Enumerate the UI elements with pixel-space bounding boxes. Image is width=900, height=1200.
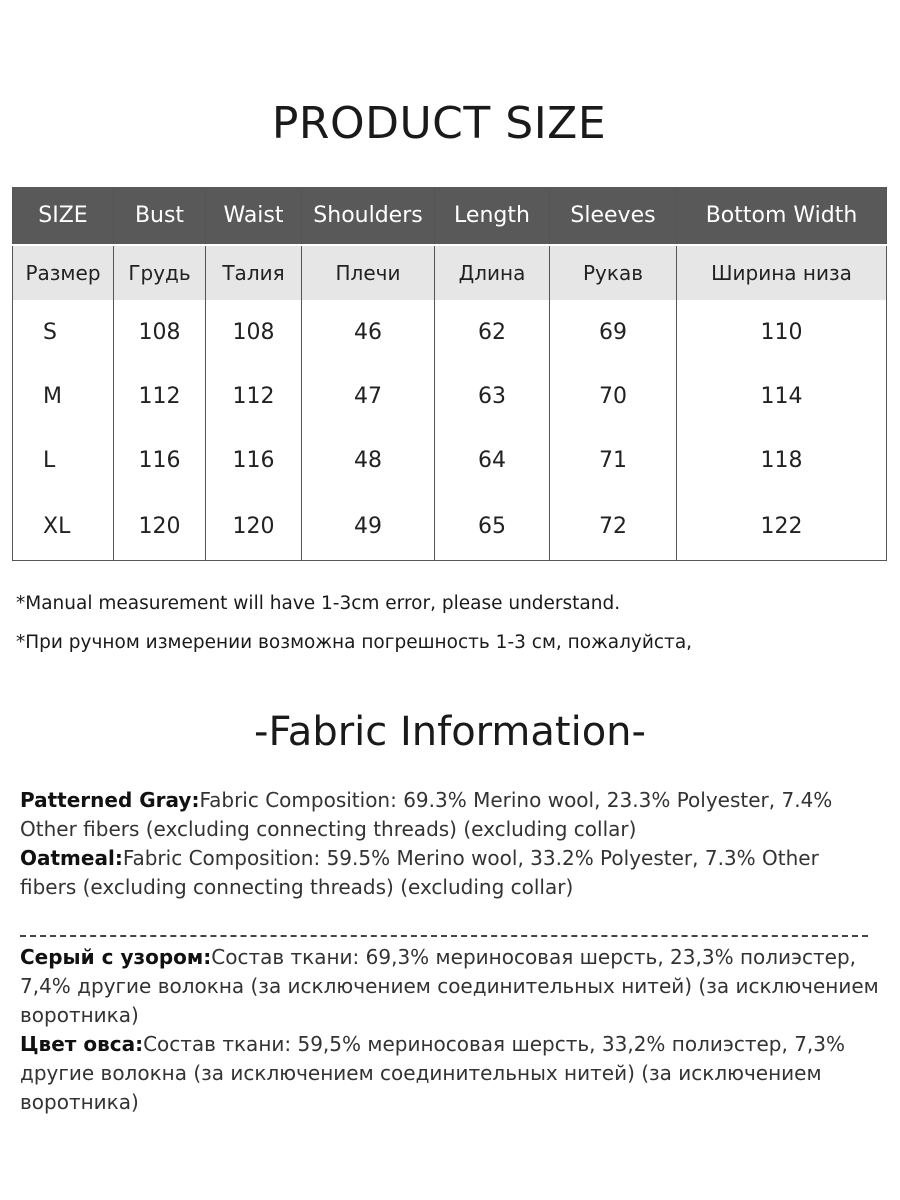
table-cell: 65 [435, 492, 550, 561]
note-en: *Manual measurement will have 1-3cm error, please understand. [16, 593, 621, 614]
dashed-divider [20, 935, 868, 937]
header-ru-waist: Талия [206, 245, 302, 300]
header-waist: Waist [206, 187, 302, 245]
table-cell: 47 [302, 364, 435, 428]
table-cell: 71 [550, 428, 677, 492]
fabric-item [20, 943, 880, 1030]
header-size: SIZE [13, 187, 114, 245]
table-cell: 116 [114, 428, 206, 492]
page-title: PRODUCT SIZE [271, 98, 607, 149]
measurement-notes [16, 584, 692, 662]
table-cell: 114 [677, 364, 887, 428]
fabric-text: Состав ткани: 59,5% мериносовая шерсть, 33,2% полиэстер, 7,3% другие волокна (за исключением соединительных нитей) (за исключением воротника) [20, 1032, 846, 1114]
table-cell: 49 [302, 492, 435, 561]
table-cell: 64 [435, 428, 550, 492]
fabric-info-ru [20, 943, 880, 1117]
table-cell: 112 [114, 364, 206, 428]
header-ru-bust: Грудь [114, 245, 206, 300]
table-cell: 46 [302, 300, 435, 364]
table-cell: 108 [206, 300, 302, 364]
header-ru-sleeves: Рукав [550, 245, 677, 300]
table-cell: 48 [302, 428, 435, 492]
table-cell: 122 [677, 492, 887, 561]
header-length: Length [435, 187, 550, 245]
note-ru: *При ручном измерении возможна погрешность 1-3 см, пожалуйста, [16, 632, 693, 653]
header-bust: Bust [114, 187, 206, 245]
fabric-text: Fabric Composition: 59.5% Merino wool, 33.2% Polyester, 7.3% Other fibers (excluding connecting threads) (excluding collar) [20, 846, 819, 899]
table-cell: 112 [206, 364, 302, 428]
table-header-ru [13, 245, 887, 300]
table-header-en [13, 187, 887, 245]
table-cell: M [13, 364, 114, 428]
table-row [13, 428, 887, 492]
header-sleeves: Sleeves [550, 187, 677, 245]
table-cell: 62 [435, 300, 550, 364]
table-row [13, 300, 887, 364]
table-cell: S [13, 300, 114, 364]
fabric-text: Состав ткани: 69,3% мериносовая шерсть, 23,3% полиэстер, 7,4% другие волокна (за исключением соединительных нитей) (за исключением воротника) [20, 945, 879, 1027]
table-cell: 70 [550, 364, 677, 428]
fabric-item [20, 786, 880, 844]
table-cell: 120 [206, 492, 302, 561]
fabric-title: -Fabric Information- [254, 709, 646, 755]
fabric-label: Patterned Gray: [20, 788, 200, 812]
table-cell: 69 [550, 300, 677, 364]
table-cell: L [13, 428, 114, 492]
table-cell: XL [13, 492, 114, 561]
table-cell: 108 [114, 300, 206, 364]
table-cell: 63 [435, 364, 550, 428]
fabric-text: Fabric Composition: 69.3% Merino wool, 23.3% Polyester, 7.4% Other fibers (excluding connecting threads) (excluding collar) [20, 788, 833, 841]
table-row [13, 364, 887, 428]
fabric-item [20, 1030, 880, 1117]
header-shoulders: Shoulders [302, 187, 435, 245]
table-cell: 118 [677, 428, 887, 492]
fabric-label: Oatmeal: [20, 846, 123, 870]
table-cell: 116 [206, 428, 302, 492]
size-table [12, 187, 887, 561]
table-row [13, 492, 887, 561]
header-ru-size: Размер [13, 245, 114, 300]
fabric-label: Цвет овса: [20, 1032, 144, 1056]
fabric-info-en [20, 786, 880, 902]
table-cell: 72 [550, 492, 677, 561]
table-cell: 110 [677, 300, 887, 364]
header-ru-length: Длина [435, 245, 550, 300]
header-ru-bottom-width: Ширина низа [677, 245, 887, 300]
header-bottom-width: Bottom Width [677, 187, 887, 245]
header-ru-shoulders: Плечи [302, 245, 435, 300]
fabric-label: Серый с узором: [20, 945, 212, 969]
table-cell: 120 [114, 492, 206, 561]
fabric-item [20, 844, 880, 902]
